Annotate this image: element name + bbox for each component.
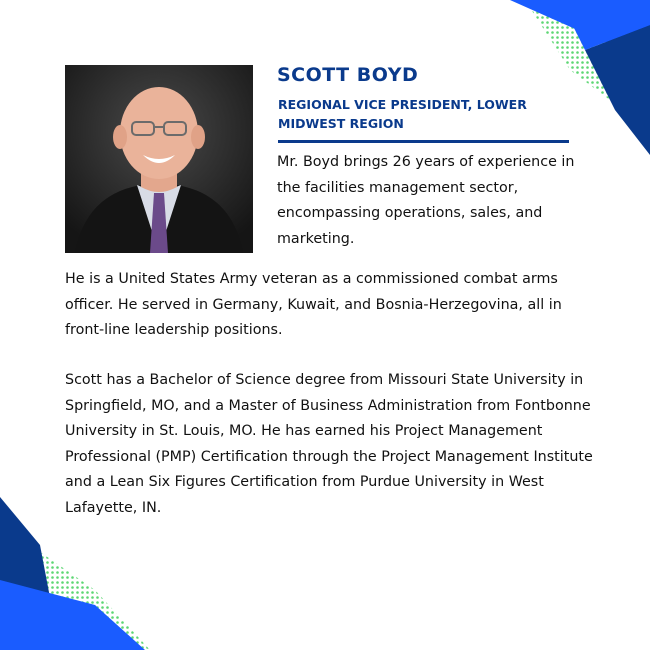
profile-summary: Mr. Boyd brings 26 years of experience in the facilities management sector, encompassing operations, sales, and marketing. [277,154,575,247]
bio-paragraph-military: He is a United States Army veteran as a commissioned combat arms officer. He served in Germany, Kuwait, and Bosnia-Herzegovina, all in front-line leadership positions. [65,271,562,338]
profile-title: REGIONAL VICE PRESIDENT, LOWER MIDWEST REGION [278,97,527,131]
bio-paragraph-education: Scott has a Bachelor of Science degree from Missouri State University in Springfield, MO, and a Master of Business Administration from Fontbonne University in St. Louis, MO. He has earned his Project Management Professional (PMP) Certification through the Project Management Institute and a Lean Six Figures Certification from Purdue University in West Lafayette, IN. [65,372,593,516]
title-divider [278,140,569,143]
profile-name: SCOTT BOYD [277,64,419,86]
profile-photo [65,65,253,253]
